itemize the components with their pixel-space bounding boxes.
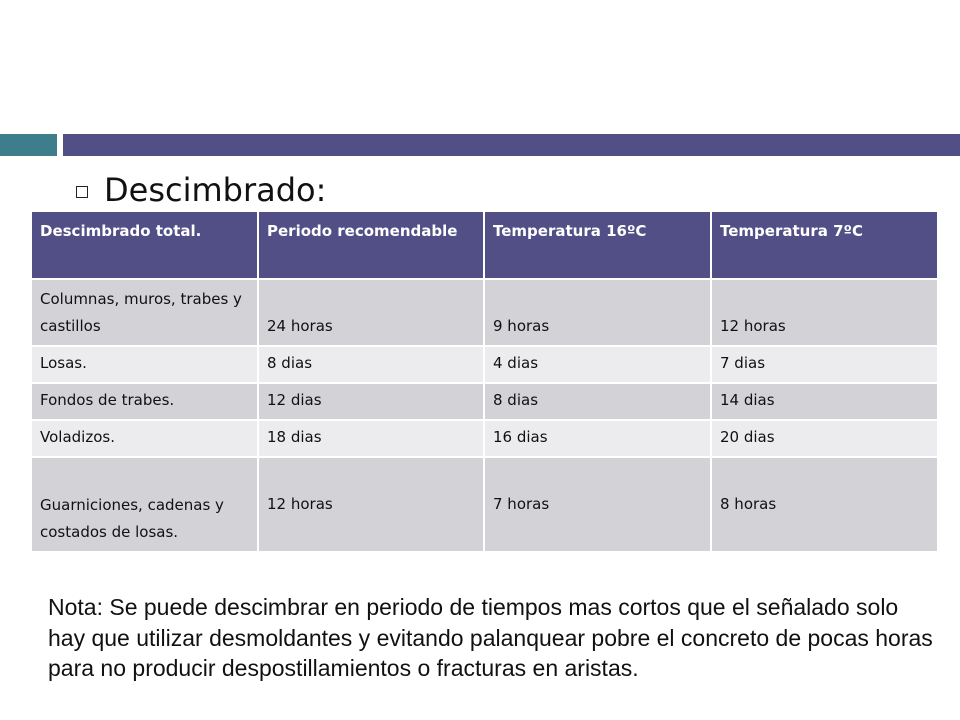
table-cell: 9 horas (484, 279, 711, 346)
table-cell: 8 dias (258, 346, 484, 383)
table-row (31, 420, 938, 457)
column-header: Temperatura 7ºC (711, 211, 938, 279)
table-row (31, 457, 938, 552)
table-cell: Fondos de trabes. (31, 383, 258, 420)
table-cell: 7 dias (711, 346, 938, 383)
table-header-row (31, 211, 938, 279)
table-cell: 8 dias (484, 383, 711, 420)
table-cell: 14 dias (711, 383, 938, 420)
note-text: Nota: Se puede descimbrar en periodo de tiempos mas cortos que el señalado solo hay que utilizar desmoldantes y evitando palanquear pobre el concreto de pocas horas para no producir despostillamientos o fracturas en aristas. (48, 594, 933, 681)
table-row (31, 383, 938, 420)
table-row (31, 346, 938, 383)
table-cell: 8 horas (711, 457, 938, 552)
table-row (31, 279, 938, 346)
column-header: Periodo recomendable (258, 211, 484, 279)
column-header: Temperatura 16ºC (484, 211, 711, 279)
square-bullet-icon (76, 186, 88, 198)
slide-title: Descimbrado: (104, 171, 327, 209)
table-cell: 4 dias (484, 346, 711, 383)
header-bar (63, 134, 960, 156)
table-cell: 24 horas (258, 279, 484, 346)
table-cell: 12 dias (258, 383, 484, 420)
table-cell: Voladizos. (31, 420, 258, 457)
descimbrado-table (30, 210, 939, 553)
table-cell: Losas. (31, 346, 258, 383)
accent-bar (0, 134, 57, 156)
table-cell: 18 dias (258, 420, 484, 457)
table-cell: Columnas, muros, trabes y castillos (31, 279, 258, 346)
table-cell: 12 horas (711, 279, 938, 346)
table-cell: 16 dias (484, 420, 711, 457)
table-cell: 7 horas (484, 457, 711, 552)
column-header: Descimbrado total. (31, 211, 258, 279)
table-cell: 20 dias (711, 420, 938, 457)
table-cell: 12 horas (258, 457, 484, 552)
slide-heading (76, 171, 326, 209)
table-cell: Guarniciones, cadenas y costados de losas. (31, 457, 258, 552)
